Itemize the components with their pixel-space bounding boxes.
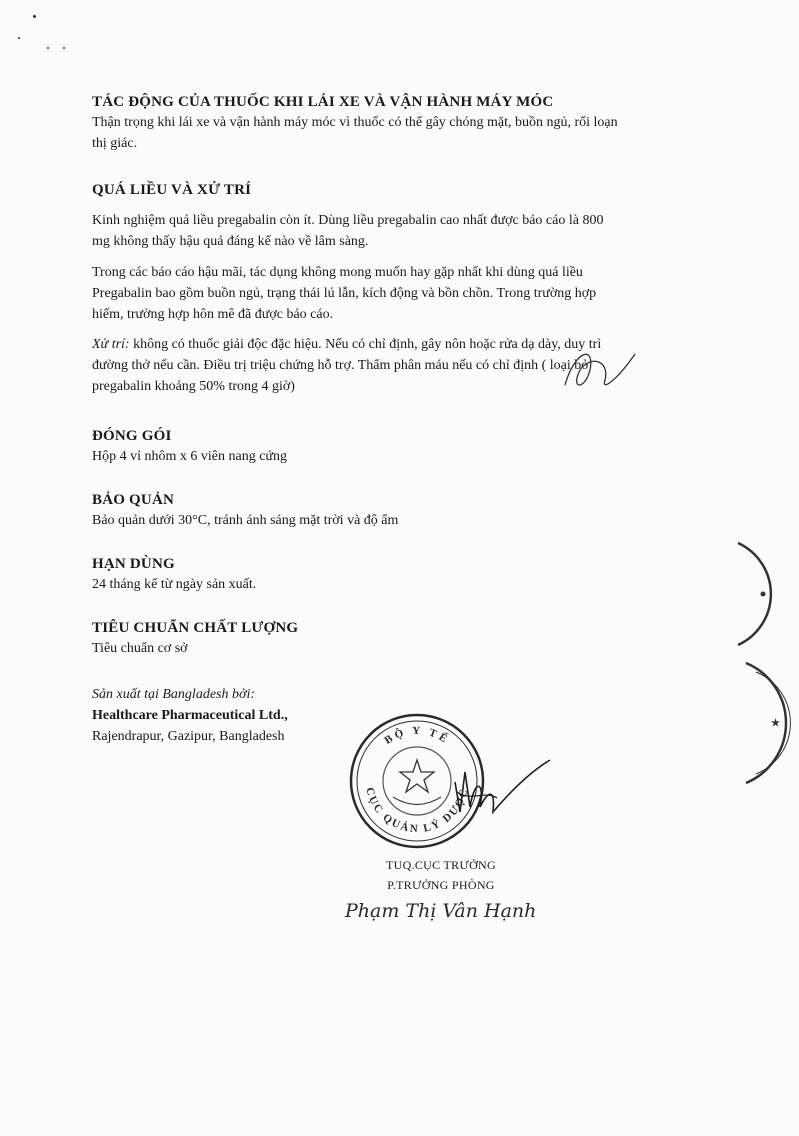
scan-speck [63,47,65,49]
company-name: Healthcare Pharmaceutical Ltd., [92,708,288,723]
approval-line-2: P.TRƯỞNG PHÒNG [387,878,495,892]
company-address: Rajendrapur, Gazipur, Bangladesh [92,729,285,744]
made-in-label: Sản xuất tại Bangladesh bởi: [92,687,256,702]
section-storage [92,490,710,531]
scan-speck [33,15,36,18]
section-heading: HẠN DÙNG [92,556,175,572]
section-driving [92,92,710,154]
signature-scribble [435,752,555,832]
signer-name: Phạm Thị Vân Hạnh [345,900,537,922]
partial-stamp-edge-lower [726,658,799,788]
svg-text:★: ★ [771,718,780,729]
treatment-label: Xử trí: [92,337,130,352]
overdose-paragraph-2 [92,262,710,325]
section-heading: QUÁ LIỀU VÀ XỬ TRÍ [92,182,252,198]
section-heading: TÁC ĐỘNG CỦA THUỐC KHI LÁI XE VÀ VẬN HÀNH MÁY MÓC [92,94,554,110]
paragraph-line: Bảo quản dưới 30°C, tránh ánh sáng mặt trời và độ ẩm [92,513,399,528]
paragraph-line: thị giác. [92,136,138,151]
paragraph-line: đường thở nếu cần. Điều trị triệu chứng hỗ trợ. Thẩm phân máu nếu có chỉ định ( loại bỏ [92,358,589,373]
paragraph-line: Trong các báo cáo hậu mãi, tác dụng không mong muốn hay gặp nhất khi dùng quá liều [92,265,583,280]
star-emblem-icon [400,760,434,792]
scan-speck [18,37,20,39]
paragraph-line: Tiêu chuẩn cơ sở [92,641,188,656]
section-overdose [92,180,710,200]
treatment-text: không có thuốc giải độc đặc hiệu. Nếu có chỉ định, gây nôn hoặc rửa dạ dày, duy trì [129,337,602,352]
section-heading: ĐÓNG GÓI [92,428,172,444]
section-heading: BẢO QUẢN [92,492,175,508]
partial-stamp-edge-upper [728,538,799,650]
initial-scribble [555,340,650,400]
scan-speck [47,47,49,49]
approval-line-1: TUQ.CỤC TRƯỞNG [386,858,496,872]
paragraph-line: 24 tháng kể từ ngày sản xuất. [92,577,257,592]
section-quality [92,618,710,659]
paragraph-line: Thận trọng khi lái xe và vận hành máy móc vì thuốc có thể gây chóng mặt, buồn ngủ, rối loạn [92,115,618,130]
paragraph-line: Hộp 4 vỉ nhôm x 6 viên nang cứng [92,449,288,464]
paragraph-line: mg không thấy hậu quả đáng kể nào về lâm sàng. [92,234,369,249]
paragraph-line: pregabalin khoảng 50% trong 4 giờ) [92,379,295,394]
paragraph-line: Kinh nghiệm quá liều pregabalin còn ít. Dùng liều pregabalin cao nhất được báo cáo là 800 [92,213,604,228]
paragraph-line: Pregabalin bao gồm buồn ngủ, trạng thái lú lẫn, kích động và bồn chồn. Trong trường hợp [92,286,597,301]
section-heading: TIÊU CHUẨN CHẤT LƯỢNG [92,620,299,636]
stamp-bottom-text: CỤC QUẢN LÝ DƯỢC [363,786,471,836]
overdose-paragraph-1 [92,210,710,252]
stamp-top-text: BỘ Y TẾ [382,724,452,747]
paragraph-line: hiếm, trường hợp hôn mê đã được báo cáo. [92,307,334,322]
section-packaging [92,426,710,467]
section-expiry [92,554,710,595]
